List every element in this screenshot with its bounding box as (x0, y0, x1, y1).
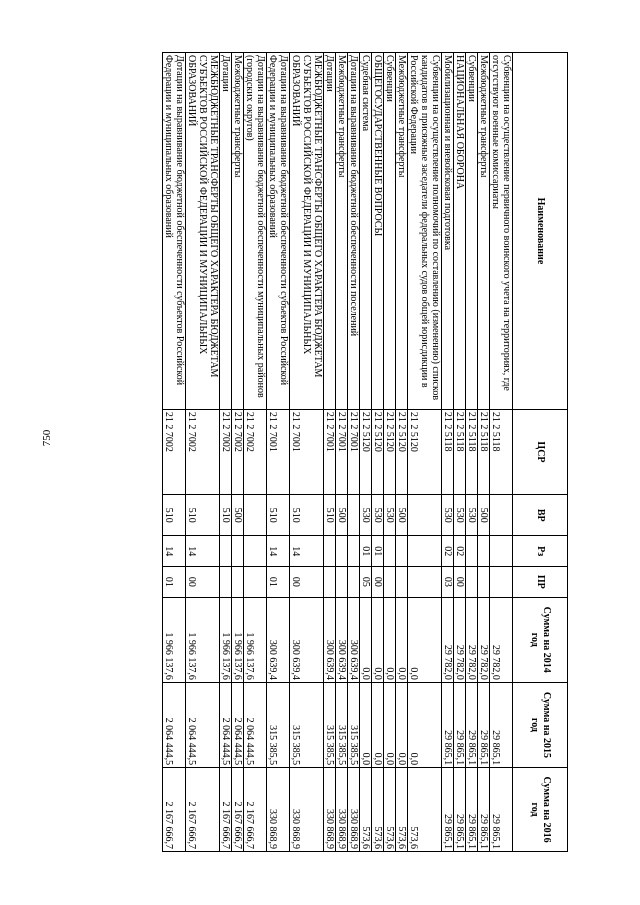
cell-vr: 510 (186, 495, 220, 536)
cell-vr: 530 (372, 495, 384, 536)
table-row (384, 53, 396, 852)
cell-vr: 510 (290, 495, 324, 536)
cell-2016: 573,6 (396, 768, 408, 852)
cell-vr: 510 (324, 495, 336, 536)
cell-name: МЕЖБЮДЖЕТНЫЕ ТРАНСФЕРТЫ ОБЩЕГО ХАРАКТЕРА БЮДЖЕТАМ СУБЪЕКТОВ РОССИЙСКОЙ ФЕДЕРАЦИИ И МУНИЦИПАЛЬНЫХ ОБРАЗОВАНИЙ (290, 53, 324, 410)
cell-name: Субвенции (466, 53, 478, 410)
cell-rz (408, 536, 442, 567)
table-row (324, 53, 336, 852)
cell-2014: 300 639,4 (290, 597, 324, 682)
cell-name: Дотации на выравнивание бюджетной обеспеченности субъектов Российской Федерации и муниципальных образований (267, 53, 290, 410)
cell-pr (324, 567, 336, 598)
table-row (348, 53, 360, 852)
col-header-2016: Сумма на 2016 год (513, 768, 568, 852)
cell-rz (232, 536, 244, 567)
cell-2016: 573,6 (384, 768, 396, 852)
cell-vr: 530 (384, 495, 396, 536)
cell-csr: 21 2 7002 (244, 409, 267, 494)
cell-rz (396, 536, 408, 567)
cell-2016: 330 868,9 (336, 768, 348, 852)
cell-2016: 2 167 666,7 (244, 768, 267, 852)
cell-2014: 29 782,0 (442, 597, 454, 682)
cell-2015: 2 064 444,5 (186, 682, 220, 767)
table-row (220, 53, 232, 852)
cell-csr: 21 2 5120 (408, 409, 442, 494)
cell-2015: 29 865,1 (490, 682, 513, 767)
cell-pr (408, 567, 442, 598)
cell-rz: 01 (372, 536, 384, 567)
cell-vr (348, 495, 360, 536)
table-row (478, 53, 490, 852)
cell-rz (220, 536, 232, 567)
cell-name: Дотации на выравнивание бюджетной обеспеченности поселений (348, 53, 360, 410)
cell-rz (384, 536, 396, 567)
cell-2015: 29 865,1 (442, 682, 454, 767)
cell-2016: 29 865,1 (442, 768, 454, 852)
cell-name: МЕЖБЮДЖЕТНЫЕ ТРАНСФЕРТЫ ОБЩЕГО ХАРАКТЕРА БЮДЖЕТАМ СУБЪЕКТОВ РОССИЙСКОЙ ФЕДЕРАЦИИ И МУНИЦИПАЛЬНЫХ ОБРАЗОВАНИЙ (186, 53, 220, 410)
cell-rz (478, 536, 490, 567)
cell-vr: 530 (454, 495, 466, 536)
cell-vr: 500 (396, 495, 408, 536)
cell-2014: 0,0 (408, 597, 442, 682)
cell-csr: 21 2 5120 (372, 409, 384, 494)
cell-csr: 21 2 5120 (360, 409, 372, 494)
cell-2015: 2 064 444,5 (163, 682, 186, 767)
cell-vr: 500 (336, 495, 348, 536)
cell-2015: 315 385,5 (348, 682, 360, 767)
cell-vr: 510 (220, 495, 232, 536)
cell-pr (244, 567, 267, 598)
cell-csr: 21 2 7001 (290, 409, 324, 494)
cell-2014: 1 966 137,6 (244, 597, 267, 682)
cell-csr: 21 2 5120 (396, 409, 408, 494)
cell-name: Субвенции на осуществление полномочий по составлению (изменению) списков кандидатов в присяжные заседатели федеральных судов общей юрисдикции в Российской Федерации (408, 53, 442, 410)
budget-table-container (60, 52, 568, 852)
table-row (454, 53, 466, 852)
cell-rz: 14 (267, 536, 290, 567)
cell-2014: 1 966 137,6 (232, 597, 244, 682)
cell-2015: 315 385,5 (290, 682, 324, 767)
table-row (163, 53, 186, 852)
cell-rz: 01 (360, 536, 372, 567)
cell-pr: 00 (372, 567, 384, 598)
cell-2015: 2 064 444,5 (244, 682, 267, 767)
cell-2016: 330 868,9 (267, 768, 290, 852)
cell-csr: 21 2 5118 (442, 409, 454, 494)
cell-2016: 29 865,1 (466, 768, 478, 852)
cell-csr: 21 2 5118 (466, 409, 478, 494)
cell-pr (220, 567, 232, 598)
cell-vr (490, 495, 513, 536)
cell-name: Субвенции на осуществление первичного воинского учета на территориях, где отсутствуют военные комиссариаты (490, 53, 513, 410)
cell-2015: 0,0 (396, 682, 408, 767)
cell-name: НАЦИОНАЛЬНАЯ ОБОРОНА (454, 53, 466, 410)
col-header-csr: ЦСР (513, 409, 568, 494)
table-header-row (513, 53, 568, 852)
cell-pr: 00 (454, 567, 466, 598)
table-body (163, 53, 513, 852)
cell-pr: 01 (267, 567, 290, 598)
cell-pr: 01 (163, 567, 186, 598)
cell-name: Дотации (220, 53, 232, 410)
cell-rz (490, 536, 513, 567)
cell-name: Дотации на выравнивание бюджетной обеспеченности муниципальных районов (городских округов) (244, 53, 267, 410)
cell-vr (244, 495, 267, 536)
cell-2015: 0,0 (360, 682, 372, 767)
cell-2016: 2 167 666,7 (220, 768, 232, 852)
table-row (408, 53, 442, 852)
cell-pr (384, 567, 396, 598)
table-row (186, 53, 220, 852)
cell-csr: 21 2 7002 (163, 409, 186, 494)
cell-csr: 21 2 5118 (478, 409, 490, 494)
table-row (490, 53, 513, 852)
cell-2014: 1 966 137,6 (163, 597, 186, 682)
cell-rz (244, 536, 267, 567)
cell-pr (348, 567, 360, 598)
cell-pr: 05 (360, 567, 372, 598)
cell-2014: 29 782,0 (466, 597, 478, 682)
cell-2015: 0,0 (408, 682, 442, 767)
cell-2016: 330 868,9 (348, 768, 360, 852)
cell-csr: 21 2 5118 (490, 409, 513, 494)
cell-2015: 2 064 444,5 (220, 682, 232, 767)
cell-2014: 29 782,0 (454, 597, 466, 682)
cell-csr: 21 2 5118 (454, 409, 466, 494)
cell-pr (336, 567, 348, 598)
cell-vr: 500 (232, 495, 244, 536)
table-row (466, 53, 478, 852)
cell-pr: 03 (442, 567, 454, 598)
cell-2016: 29 865,1 (454, 768, 466, 852)
cell-2014: 1 966 137,6 (186, 597, 220, 682)
cell-2014: 1 966 137,6 (220, 597, 232, 682)
cell-2014: 29 782,0 (490, 597, 513, 682)
cell-2015: 29 865,1 (454, 682, 466, 767)
table-row (267, 53, 290, 852)
cell-rz: 02 (454, 536, 466, 567)
cell-2016: 2 167 666,7 (186, 768, 220, 852)
col-header-2015: Сумма на 2015 год (513, 682, 568, 767)
cell-2015: 315 385,5 (267, 682, 290, 767)
cell-vr: 530 (466, 495, 478, 536)
cell-vr: 510 (163, 495, 186, 536)
col-header-2014: Сумма на 2014 год (513, 597, 568, 682)
cell-2014: 0,0 (396, 597, 408, 682)
cell-2014: 300 639,4 (348, 597, 360, 682)
cell-2014: 29 782,0 (478, 597, 490, 682)
col-header-rz: Рз (513, 536, 568, 567)
cell-2016: 2 167 666,7 (232, 768, 244, 852)
cell-name: ОБЩЕГОСУДАРСТВЕННЫЕ ВОПРОСЫ (372, 53, 384, 410)
cell-2014: 0,0 (384, 597, 396, 682)
cell-csr: 21 2 7001 (324, 409, 336, 494)
cell-rz: 14 (163, 536, 186, 567)
cell-2016: 573,6 (372, 768, 384, 852)
cell-rz (348, 536, 360, 567)
cell-2016: 29 865,1 (478, 768, 490, 852)
cell-2015: 315 385,5 (324, 682, 336, 767)
cell-rz (336, 536, 348, 567)
cell-csr: 21 2 5120 (384, 409, 396, 494)
cell-vr: 530 (442, 495, 454, 536)
page-number: 750 (41, 429, 53, 447)
cell-2015: 29 865,1 (466, 682, 478, 767)
col-header-vr: ВР (513, 495, 568, 536)
cell-rz: 14 (186, 536, 220, 567)
cell-pr: 00 (290, 567, 324, 598)
col-header-name: Наименование (513, 53, 568, 410)
table-row (360, 53, 372, 852)
cell-name: Субвенции (384, 53, 396, 410)
cell-csr: 21 2 7002 (186, 409, 220, 494)
cell-vr: 530 (360, 495, 372, 536)
table-row (290, 53, 324, 852)
table-row (232, 53, 244, 852)
cell-name: Дотации (324, 53, 336, 410)
cell-2015: 315 385,5 (336, 682, 348, 767)
cell-2016: 330 868,9 (324, 768, 336, 852)
cell-pr: 00 (186, 567, 220, 598)
cell-2016: 29 865,1 (490, 768, 513, 852)
cell-vr: 510 (267, 495, 290, 536)
cell-vr: 500 (478, 495, 490, 536)
table-row (372, 53, 384, 852)
cell-2016: 573,6 (360, 768, 372, 852)
table-row (244, 53, 267, 852)
table-row (336, 53, 348, 852)
cell-2015: 2 064 444,5 (232, 682, 244, 767)
cell-pr (232, 567, 244, 598)
cell-2015: 29 865,1 (478, 682, 490, 767)
cell-csr: 21 2 7001 (336, 409, 348, 494)
cell-rz (466, 536, 478, 567)
cell-csr: 21 2 7002 (232, 409, 244, 494)
cell-2016: 330 868,9 (290, 768, 324, 852)
cell-2014: 300 639,4 (267, 597, 290, 682)
table-row (396, 53, 408, 852)
cell-csr: 21 2 7002 (220, 409, 232, 494)
cell-pr (466, 567, 478, 598)
cell-pr (490, 567, 513, 598)
cell-rz: 14 (290, 536, 324, 567)
cell-csr: 21 2 7001 (348, 409, 360, 494)
cell-rz (324, 536, 336, 567)
cell-vr (408, 495, 442, 536)
cell-name: Дотации на выравнивание бюджетной обеспеченности субъектов Российской Федерации и муниципальных образований (163, 53, 186, 410)
cell-2014: 0,0 (360, 597, 372, 682)
cell-2014: 300 639,4 (324, 597, 336, 682)
cell-pr (478, 567, 490, 598)
cell-name: Мобилизационная и вневойсковая подготовка (442, 53, 454, 410)
cell-rz: 02 (442, 536, 454, 567)
cell-pr (396, 567, 408, 598)
cell-2016: 2 167 666,7 (163, 768, 186, 852)
cell-2016: 573,6 (408, 768, 442, 852)
cell-name: Межбюджетные трансферты (232, 53, 244, 410)
cell-name: Межбюджетные трансферты (478, 53, 490, 410)
cell-name: Судебная система (360, 53, 372, 410)
budget-table (162, 52, 568, 852)
cell-2015: 0,0 (384, 682, 396, 767)
cell-name: Межбюджетные трансферты (396, 53, 408, 410)
cell-2014: 300 639,4 (336, 597, 348, 682)
table-row (442, 53, 454, 852)
cell-2014: 0,0 (372, 597, 384, 682)
cell-name: Межбюджетные трансферты (336, 53, 348, 410)
cell-2015: 0,0 (372, 682, 384, 767)
cell-csr: 21 2 7001 (267, 409, 290, 494)
col-header-pr: ПР (513, 567, 568, 598)
